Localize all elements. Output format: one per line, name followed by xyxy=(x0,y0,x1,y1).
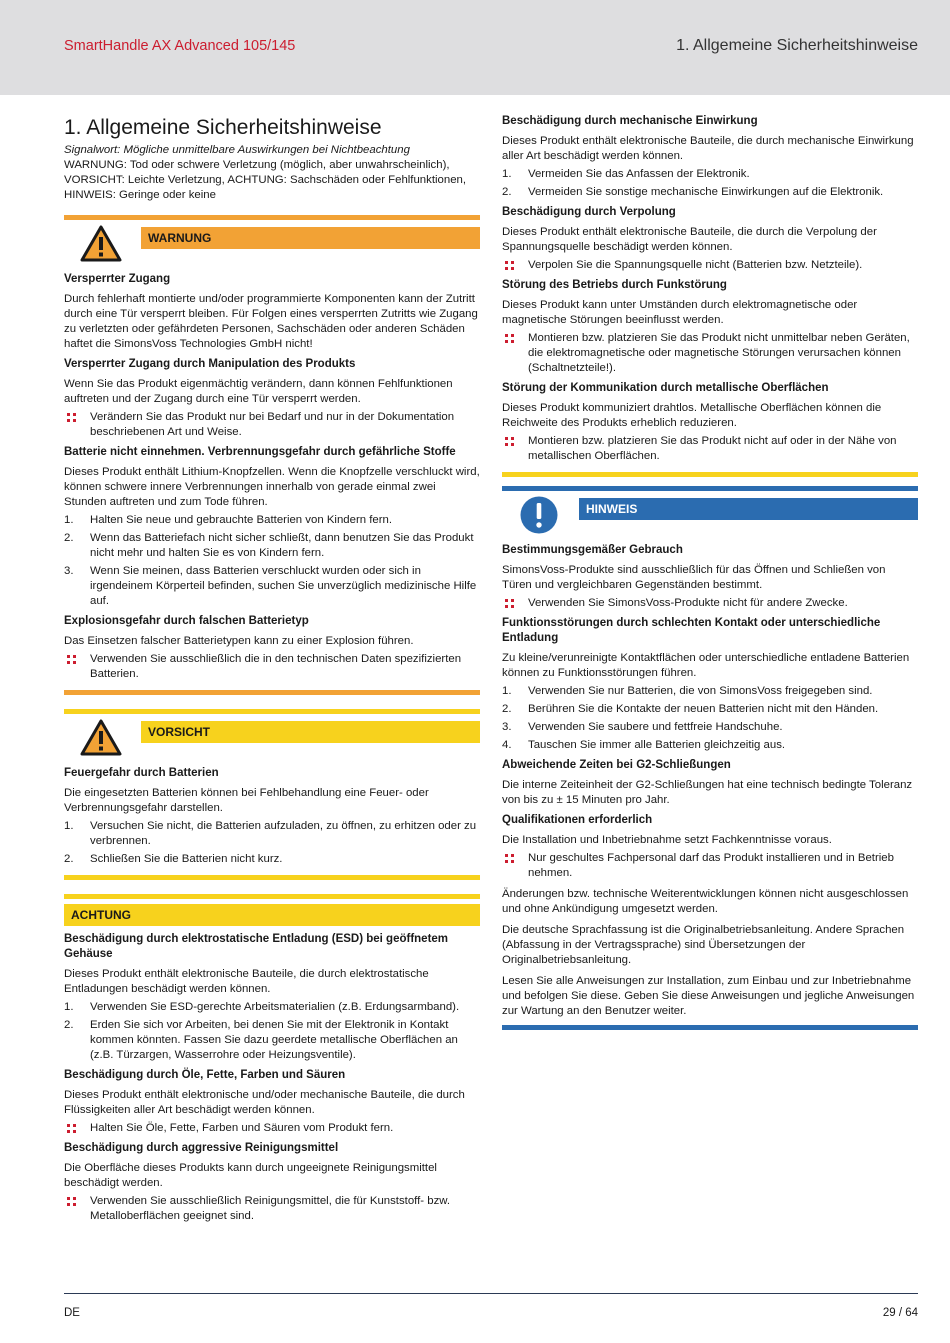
section-title: Störung des Betriebs durch Funkstörung xyxy=(502,279,727,291)
bullet-list xyxy=(64,652,480,682)
square-bullet-icon xyxy=(505,854,514,863)
bullet-list xyxy=(502,851,918,881)
bullet-list xyxy=(64,1194,480,1224)
hinweis-label: HINWEIS xyxy=(579,498,918,520)
hinweis-header xyxy=(502,496,918,538)
square-bullet-icon xyxy=(67,1124,76,1133)
bullet-list xyxy=(502,596,918,611)
warnung-header xyxy=(64,225,480,267)
section-text: Die interne Zeiteinheit der G2-Schließungen hat eine technisch bedingte Toleranz von bis zu ± 15 Minuten pro Jahr. xyxy=(502,779,913,806)
list-item: 1. Vermeiden Sie das Anfassen der Elektronik. xyxy=(502,168,750,180)
bullet-list xyxy=(502,258,918,273)
bullet-list xyxy=(64,1121,480,1136)
section-text: Dieses Produkt kommuniziert drahtlos. Metallische Oberflächen können die Reichweite des Produkts erheblich reduzieren. xyxy=(502,402,882,429)
section-title: Batterie nicht einnehmen. Verbrennungsgefahr durch gefährliche Stoffe xyxy=(64,446,456,458)
numbered-list xyxy=(64,513,480,609)
section-text: Die Oberfläche dieses Produkts kann durch ungeeignete Reinigungsmittel beschädigt werden. xyxy=(64,1162,437,1189)
paragraph: Änderungen bzw. technische Weiterentwicklungen können nicht ausgeschlossen und ohne Ankündigung umgesetzt werden. xyxy=(502,888,909,915)
list-item: Verwenden Sie SimonsVoss-Produkte nicht für andere Zwecke. xyxy=(502,596,918,611)
section-title: Beschädigung durch mechanische Einwirkung xyxy=(502,115,758,127)
list-item: Montieren bzw. platzieren Sie das Produkt nicht unmittelbar neben Geräten, die elektromagnetische oder magnetische Störungen verursachen können (Schaltnetzteile!). xyxy=(502,331,918,376)
numbered-list xyxy=(502,167,918,200)
bullet-list xyxy=(502,434,918,464)
section-text: Dieses Produkt kann unter Umständen durch elektromagnetische oder magnetische Störungen beeinflusst werden. xyxy=(502,299,858,326)
section-text: Dieses Produkt enthält elektronische Bauteile, die durch mechanische Einwirkung aller Art beschädigt werden können. xyxy=(502,135,914,162)
section-title: Beschädigung durch elektrostatische Entladung (ESD) bei geöffnetem Gehäuse xyxy=(64,933,449,960)
achtung-end-bar xyxy=(502,472,918,477)
list-item: Nur geschultes Fachpersonal darf das Produkt installieren und in Betrieb nehmen. xyxy=(502,851,918,881)
list-item: Verändern Sie das Produkt nur bei Bedarf und nur in der Dokumentation beschriebenen Art und Weise. xyxy=(64,410,480,440)
caution-triangle-icon xyxy=(80,719,122,757)
warnung-label: WARNUNG xyxy=(141,227,480,249)
vorsicht-end-bar xyxy=(64,875,480,880)
section-text: Dieses Produkt enthält elektronische Bauteile, die durch die Verpolung der Spannungsquelle beschädigt werden können. xyxy=(502,226,877,253)
square-bullet-icon xyxy=(505,437,514,446)
bullet-list xyxy=(64,410,480,440)
page-header xyxy=(0,0,950,95)
numbered-list xyxy=(64,819,480,867)
signal-word-line: Signalwort: Mögliche unmittelbare Auswirkungen bei Nichtbeachtung xyxy=(64,144,410,156)
footer-divider xyxy=(64,1293,918,1294)
section-title: Feuergefahr durch Batterien xyxy=(64,767,219,779)
left-column xyxy=(64,112,480,1227)
section-text: Wenn Sie das Produkt eigenmächtig verändern, dann können Fehlfunktionen auftreten und der Zugang durch eine Tür versperrt werden. xyxy=(64,378,453,405)
bullet-list xyxy=(502,331,918,376)
section-text: Durch fehlerhaft montierte und/oder programmierte Komponenten kann der Zutritt durch eine Tür versperrt bleiben. Für Folgen eines versperrten Zutritts wie Zugang zu verletzten oder gefährdeten Personen, Sachschäden oder anderen Schäden haftet die SimonsVoss Technologies GmbH nicht! xyxy=(64,293,478,350)
square-bullet-icon xyxy=(67,655,76,664)
list-item: 2. Vermeiden Sie sonstige mechanische Einwirkungen auf die Elektronik. xyxy=(502,186,884,198)
section-title: Beschädigung durch Verpolung xyxy=(502,206,676,218)
list-item: Verpolen Sie die Spannungsquelle nicht (Batterien bzw. Netzteile). xyxy=(502,258,918,273)
warnung-end-bar xyxy=(64,690,480,695)
list-item: Halten Sie Öle, Fette, Farben und Säuren vom Produkt fern. xyxy=(64,1121,480,1136)
list-item: 1. Verwenden Sie ESD-gerechte Arbeitsmaterialien (z.B. Erdungsarmband). xyxy=(64,1001,460,1013)
vorsicht-label: VORSICHT xyxy=(141,721,480,743)
achtung-label: ACHTUNG xyxy=(64,904,480,926)
paragraph: Die deutsche Sprachfassung ist die Originalbetriebsanleitung. Andere Sprachen (Abfassung in der Vertragssprache) sind Übersetzungen der Originalbetriebsanleitung. xyxy=(502,924,905,966)
list-item: Verwenden Sie ausschließlich Reinigungsmittel, die für Kunststoff- bzw. Metalloberflächen geeignet sind. xyxy=(64,1194,480,1224)
square-bullet-icon xyxy=(67,413,76,422)
list-item: 1. Verwenden Sie nur Batterien, die von SimonsVoss freigegeben sind. xyxy=(502,685,873,697)
list-item: Montieren bzw. platzieren Sie das Produkt nicht auf oder in der Nähe von metallischen Oberflächen. xyxy=(502,434,918,464)
list-item: 3. Verwenden Sie saubere und fettfreie Handschuhe. xyxy=(502,721,783,733)
page-title: 1. Allgemeine Sicherheitshinweise xyxy=(64,116,382,139)
chapter-title: 1. Allgemeine Sicherheitshinweise xyxy=(676,37,918,54)
section-text: SimonsVoss-Produkte sind ausschließlich für das Öffnen und Schließen von Türen und vergleichbaren Gegenständen bestimmt. xyxy=(502,564,886,591)
section-title: Abweichende Zeiten bei G2-Schließungen xyxy=(502,759,731,771)
footer-language: DE xyxy=(64,1307,80,1319)
paragraph: Lesen Sie alle Anweisungen zur Installation, zum Einbau und zur Inbetriebnahme und befolgen Sie diese. Geben Sie diese Anweisungen und jegliche Anweisungen zur Wartung an den Benutzer weiter. xyxy=(502,975,915,1017)
footer-page-number: 29 / 64 xyxy=(882,1307,918,1319)
square-bullet-icon xyxy=(505,334,514,343)
hinweis-end-bar xyxy=(502,1025,918,1030)
square-bullet-icon xyxy=(505,599,514,608)
section-text: Die Installation und Inbetriebnahme setzt Fachkenntnisse voraus. xyxy=(502,834,832,846)
warning-triangle-icon xyxy=(80,225,122,263)
hinweis-top-bar xyxy=(502,486,918,491)
section-title: Störung der Kommunikation durch metallische Oberflächen xyxy=(502,382,829,394)
list-item: 2. Schließen Sie die Batterien nicht kurz. xyxy=(64,853,283,865)
section-title: Versperrter Zugang durch Manipulation des Produkts xyxy=(64,358,356,370)
list-item: 2. Berühren Sie die Kontakte der neuen Batterien nicht mit den Händen. xyxy=(502,703,879,715)
section-title: Bestimmungsgemäßer Gebrauch xyxy=(502,544,683,556)
numbered-list xyxy=(502,684,918,753)
section-text: Die eingesetzten Batterien können bei Fehlbehandlung eine Feuer- oder Verbrennungsgefahr darstellen. xyxy=(64,787,429,814)
square-bullet-icon xyxy=(505,261,514,270)
section-text: Das Einsetzen falscher Batterietypen kann zu einer Explosion führen. xyxy=(64,635,414,647)
section-title: Versperrter Zugang xyxy=(64,273,171,285)
list-item: 4. Tauschen Sie immer alle Batterien gleichzeitig aus. xyxy=(502,739,786,751)
list-item: 1. Halten Sie neue und gebrauchte Batterien von Kindern fern. xyxy=(64,514,393,526)
section-title: Beschädigung durch aggressive Reinigungsmittel xyxy=(64,1142,339,1154)
section-text: Dieses Produkt enthält elektronische und/oder mechanische Bauteile, die durch Flüssigkeiten aller Art beschädigt werden können. xyxy=(64,1089,465,1116)
section-text: Zu kleine/verunreinigte Kontaktflächen oder unterschiedliche entladene Batterien können zu Funktionsstörungen führen. xyxy=(502,652,910,679)
list-item: 1. Versuchen Sie nicht, die Batterien aufzuladen, zu öffnen, zu erhitzen oder zu verbrennen. xyxy=(64,820,477,847)
info-exclamation-icon xyxy=(518,496,560,534)
section-title: Explosionsgefahr durch falschen Batterietyp xyxy=(64,615,309,627)
list-item: 2. Erden Sie sich vor Arbeiten, bei denen Sie mit der Elektronik in Kontakt kommen könnten. Fassen Sie dazu geerdete metallische Oberflächen an (z.B. Türzargen, Wasserrohre oder Heizungsventile). xyxy=(64,1019,458,1061)
list-item: 2. Wenn das Batteriefach nicht sicher schließt, dann benutzen Sie das Produkt nicht mehr und halten Sie es von Kindern fern. xyxy=(64,532,474,559)
section-text: Dieses Produkt enthält elektronische Bauteile, die durch elektrostatische Entladungen beschädigt werden können. xyxy=(64,968,429,995)
vorsicht-top-bar xyxy=(64,709,480,714)
list-item: 3. Wenn Sie meinen, dass Batterien verschluckt wurden oder sich in irgendeinem Körperteil befinden, suchen Sie unverzüglich medizinische Hilfe auf. xyxy=(64,565,477,607)
warnung-top-bar xyxy=(64,215,480,220)
numbered-list xyxy=(64,1000,480,1063)
signal-word-description: WARNUNG: Tod oder schwere Verletzung (möglich, aber unwahrscheinlich), VORSICHT: Leichte Verletzung, ACHTUNG: Sachschäden oder Fehlfunktionen, HINWEIS: Geringe oder keine xyxy=(64,159,467,201)
vorsicht-header xyxy=(64,719,480,761)
product-name: SmartHandle AX Advanced 105/145 xyxy=(64,38,296,54)
right-column xyxy=(502,114,918,1044)
list-item: Verwenden Sie ausschließlich die in den technischen Daten spezifizierten Batterien. xyxy=(64,652,480,682)
section-title: Funktionsstörungen durch schlechten Kontakt oder unterschiedliche Entladung xyxy=(502,617,881,644)
achtung-top-bar xyxy=(64,894,480,899)
section-title: Qualifikationen erforderlich xyxy=(502,814,653,826)
square-bullet-icon xyxy=(67,1197,76,1206)
section-title: Beschädigung durch Öle, Fette, Farben und Säuren xyxy=(64,1069,346,1081)
section-text: Dieses Produkt enthält Lithium-Knopfzellen. Wenn die Knopfzelle verschluckt wird, können schwere innere Verbrennungen innerhalb von gerade einmal zwei Stunden auftreten und zum Tode führen. xyxy=(64,466,480,508)
